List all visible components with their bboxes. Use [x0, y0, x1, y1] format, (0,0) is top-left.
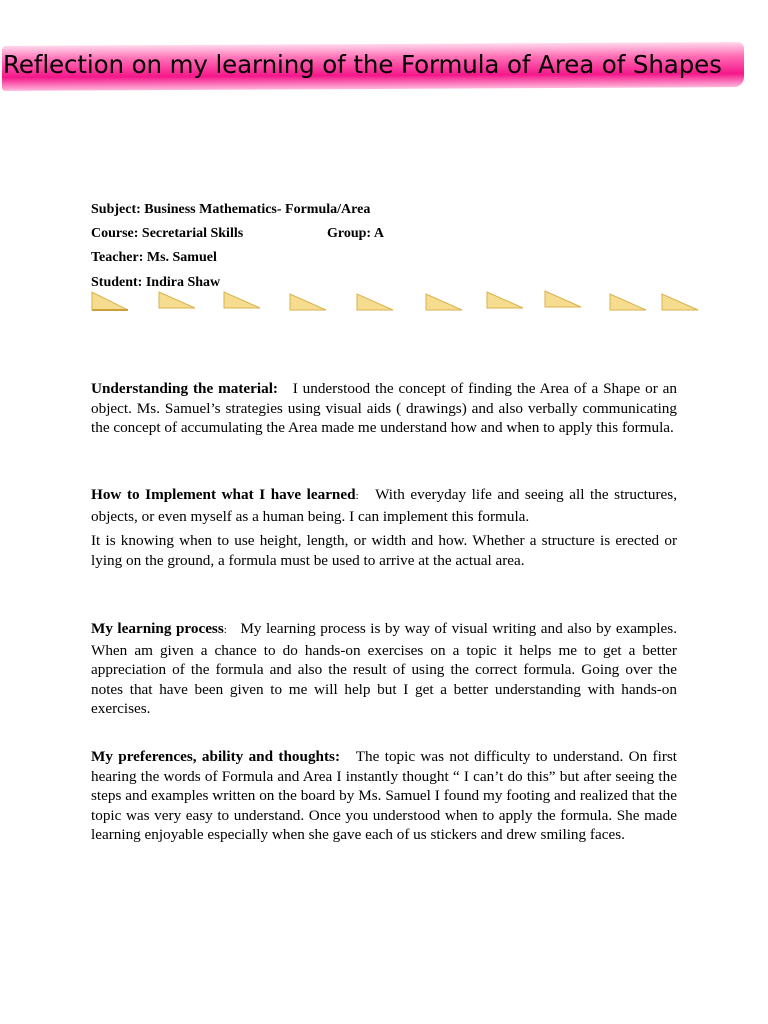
section-process	[91, 619, 677, 719]
heading-colon: :	[223, 624, 227, 636]
wedge-icon	[90, 290, 130, 312]
wedge-icon	[288, 290, 328, 312]
course-line	[91, 226, 384, 241]
wedge-icon	[222, 290, 262, 312]
section-body: My learning process is by way of visual writing and also by examples. When am given a chance to do hands-on exercises on a topic it helps me to get a better appreciation of the formula and also the result of using the correct formula. Going over the notes that have been given to me will help but I get a better understanding with hands-on exercises.	[91, 620, 678, 718]
section-heading: My learning process	[91, 620, 224, 637]
wedge-icon	[157, 290, 197, 312]
group-label: Group: A	[327, 226, 384, 241]
student-line: Student: Indira Shaw	[91, 275, 221, 290]
page-title: Reflection on my learning of the Formula of Area of Shapes	[3, 50, 722, 79]
section-implement	[91, 485, 677, 526]
course-label: Course: Secretarial Skills	[91, 226, 244, 241]
section-heading: How to Implement what I have learned	[91, 486, 356, 503]
wedge-icon	[424, 290, 464, 312]
subject-line: Subject: Business Mathematics- Formula/Area	[91, 202, 371, 217]
section-heading: My preferences, ability and thoughts:	[91, 748, 341, 765]
section-body: With everyday life and seeing all the structures, objects, or even myself as a human being. I can implement this formula.	[91, 486, 677, 525]
section-body: I understood the concept of finding the Area of a Shape or an object. Ms. Samuel’s strategies using visual aids ( drawings) and also verbally communicating the concept of accumulating the Area made me understand how and when to apply this formula.	[91, 380, 678, 437]
section-heading: Understanding the material:	[91, 380, 278, 397]
wedge-icon	[543, 290, 583, 312]
section-understanding	[91, 379, 677, 438]
wedge-icon	[485, 290, 525, 312]
decorative-wedge-row	[0, 290, 768, 316]
wedge-icon	[608, 290, 648, 312]
teacher-line: Teacher: Ms. Samuel	[91, 250, 217, 265]
heading-colon: :	[355, 490, 359, 502]
section-body: The topic was not difficulty to understand. On first hearing the words of Formula and Area I instantly thought “ I can’t do this” but after seeing the steps and examples written on the board by Ms. Samuel I found my footing and realized that the topic was very easy to understand. Once you understood when to apply the formula. She made learning enjoyable especially when she gave each of us stickers and drew smiling faces.	[91, 748, 678, 844]
wedge-icon	[355, 290, 395, 312]
section-preferences	[91, 747, 677, 845]
wedge-icon	[660, 290, 700, 312]
section-implement-continued: It is knowing when to use height, length, or width and how. Whether a structure is erected or lying on the ground, a formula must be used to arrive at the actual area.	[91, 532, 677, 569]
